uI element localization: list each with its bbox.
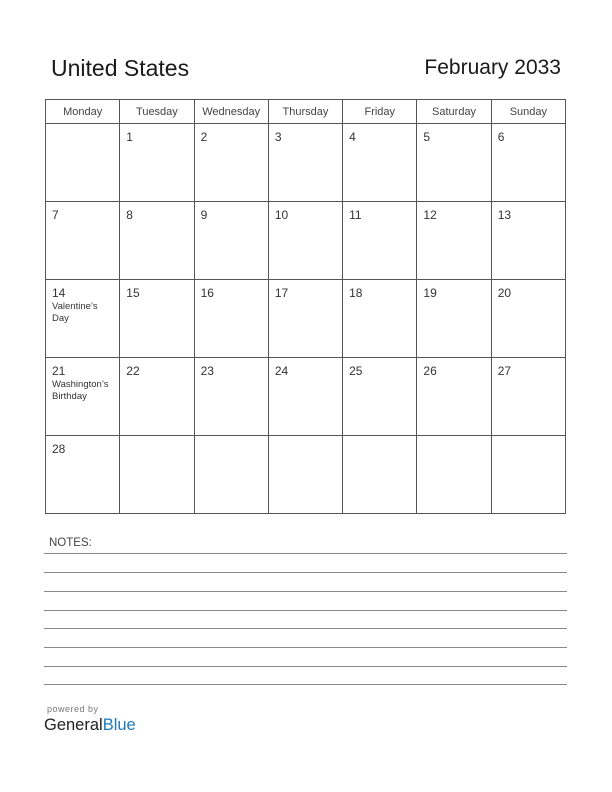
week-row	[46, 358, 566, 436]
weekday-header: Monday	[46, 100, 120, 124]
day-cell	[343, 202, 417, 280]
day-cell	[417, 124, 491, 202]
week-row	[46, 436, 566, 514]
logo-general-text: General	[44, 716, 103, 734]
day-cell	[46, 436, 120, 514]
weekday-header: Sunday	[491, 100, 565, 124]
weekday-header-row	[46, 100, 566, 124]
country-title: United States	[51, 55, 190, 81]
day-cell	[120, 202, 194, 280]
day-cell	[343, 358, 417, 436]
day-number: 11	[349, 208, 362, 222]
day-cell	[491, 202, 565, 280]
day-cell	[194, 124, 268, 202]
day-cell	[343, 436, 417, 514]
day-number: 16	[200, 286, 214, 300]
week-row	[46, 280, 566, 358]
day-cell	[417, 280, 491, 358]
day-cell	[46, 358, 120, 436]
day-number: 25	[349, 364, 363, 378]
day-cell	[268, 358, 342, 436]
notes-line	[44, 647, 567, 648]
day-cell	[194, 436, 268, 514]
day-cell	[46, 124, 120, 202]
day-number: 7	[52, 208, 59, 222]
powered-by-text: powered by	[47, 704, 99, 714]
day-number: 24	[274, 364, 289, 378]
generalblue-logo	[44, 716, 136, 735]
day-number: 9	[200, 208, 208, 222]
day-number: 27	[497, 364, 512, 378]
week-row	[46, 202, 566, 280]
day-cell	[343, 280, 417, 358]
day-number: 23	[200, 364, 214, 378]
day-cell	[120, 436, 194, 514]
day-cell	[120, 358, 194, 436]
notes-line	[44, 628, 567, 629]
day-cell	[194, 202, 268, 280]
day-cell	[268, 436, 342, 514]
day-cell	[417, 202, 491, 280]
day-cell	[491, 124, 565, 202]
day-cell	[194, 280, 268, 358]
holiday-label: Valentine’s Day	[52, 301, 98, 324]
day-number: 8	[126, 208, 133, 222]
day-cell	[417, 436, 491, 514]
day-number: 2	[200, 130, 208, 144]
day-cell	[120, 280, 194, 358]
day-number: 13	[497, 208, 512, 222]
notes-label: NOTES:	[49, 537, 92, 549]
month-year-title: February 2033	[424, 56, 561, 79]
day-cell	[417, 358, 491, 436]
day-number: 20	[497, 286, 512, 300]
day-cell	[491, 436, 565, 514]
day-cell	[120, 124, 194, 202]
notes-line	[44, 684, 567, 685]
day-number: 14	[52, 286, 66, 300]
day-number: 17	[274, 286, 289, 300]
notes-line	[44, 610, 567, 611]
week-row	[46, 124, 566, 202]
day-cell	[491, 280, 565, 358]
weekday-header: Tuesday	[120, 100, 194, 124]
day-number: 26	[423, 364, 437, 378]
calendar-grid	[45, 99, 566, 514]
day-number: 22	[126, 364, 140, 378]
logo-blue-text: Blue	[102, 716, 136, 734]
holiday-label: Washington’s Birthday	[52, 379, 109, 402]
day-number: 1	[126, 130, 133, 144]
day-number: 5	[423, 130, 431, 144]
day-cell	[268, 280, 342, 358]
day-number: 6	[497, 130, 505, 144]
weekday-header: Friday	[343, 100, 417, 124]
day-cell	[46, 280, 120, 358]
day-number: 10	[274, 208, 289, 222]
notes-line	[44, 572, 567, 573]
weekday-header: Wednesday	[194, 100, 268, 124]
day-cell	[491, 358, 565, 436]
day-number: 19	[423, 286, 437, 300]
day-number: 28	[52, 442, 66, 456]
day-number: 3	[274, 130, 282, 144]
day-number: 4	[349, 130, 356, 144]
notes-line	[44, 666, 567, 667]
weekday-header: Saturday	[417, 100, 491, 124]
day-number: 18	[349, 286, 363, 300]
day-number: 12	[423, 208, 437, 222]
notes-line	[44, 553, 567, 554]
day-number: 15	[126, 286, 140, 300]
day-cell	[46, 202, 120, 280]
notes-line	[44, 591, 567, 592]
day-cell	[268, 124, 342, 202]
day-cell	[194, 358, 268, 436]
day-number: 21	[52, 364, 66, 378]
weekday-header: Thursday	[268, 100, 342, 124]
day-cell	[268, 202, 342, 280]
day-cell	[343, 124, 417, 202]
